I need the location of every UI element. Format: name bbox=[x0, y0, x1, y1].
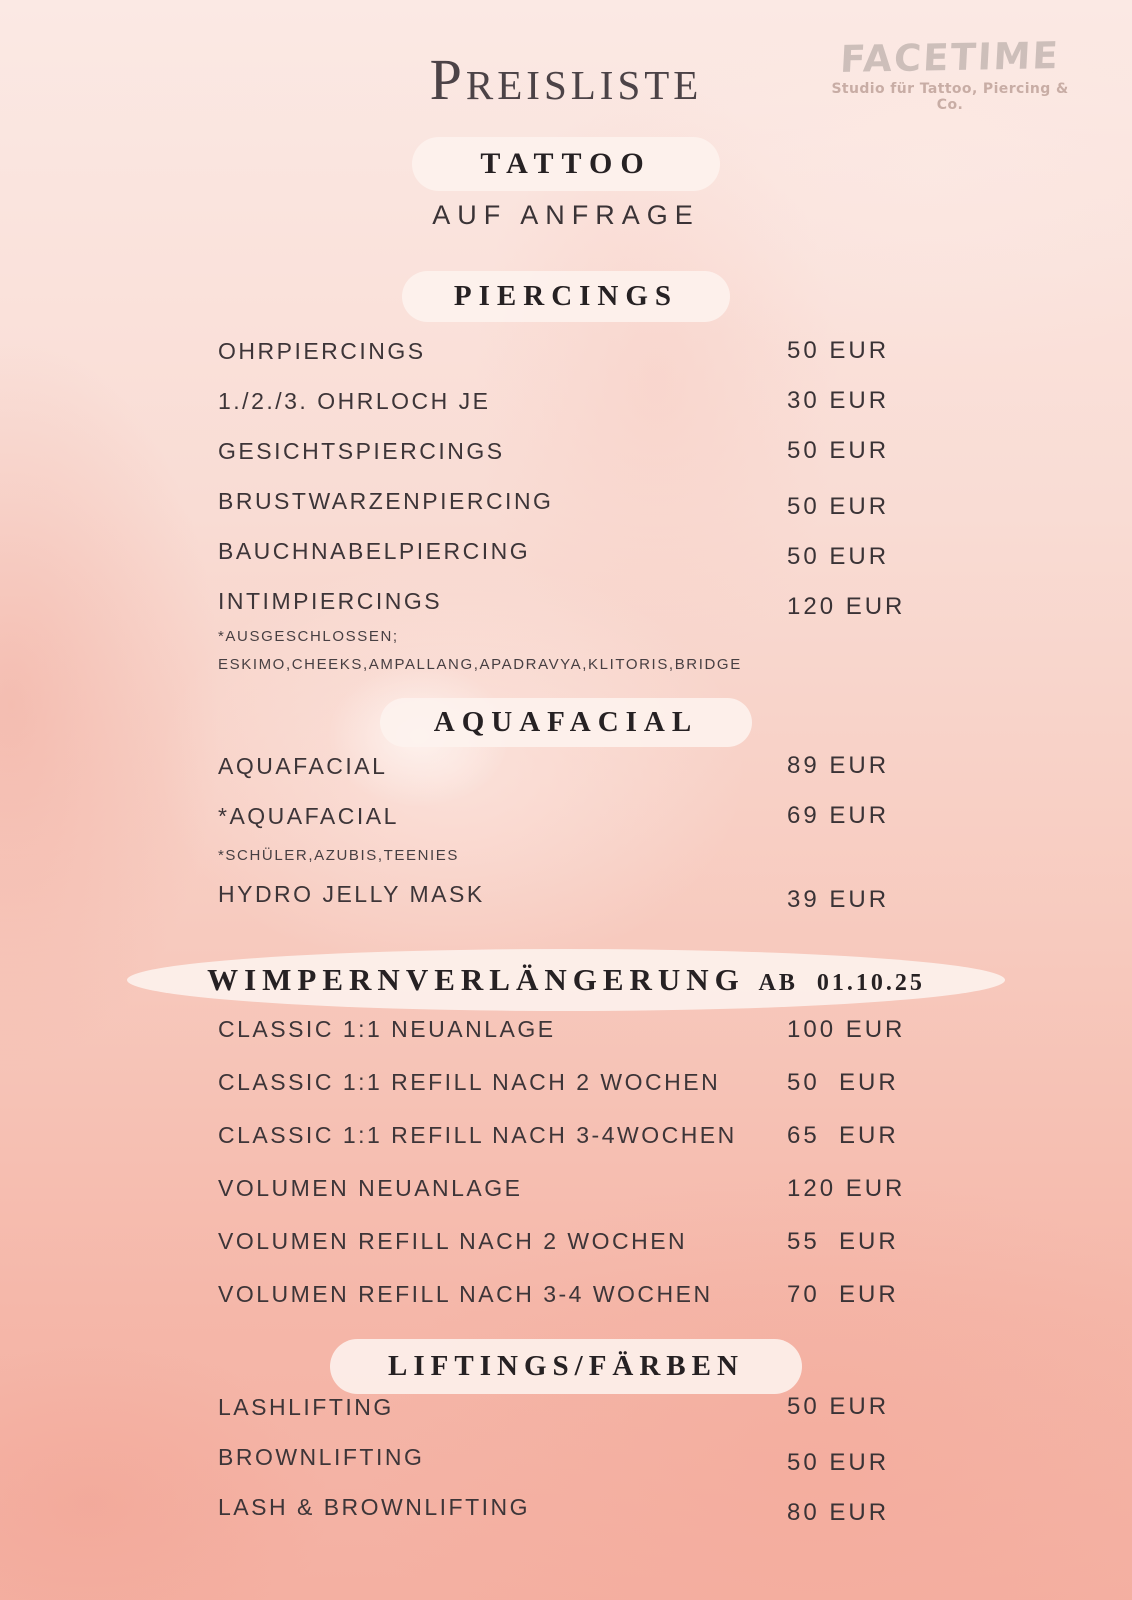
service-price: 69 EUR bbox=[787, 802, 890, 829]
section-header-tattoo: TATTOO bbox=[412, 137, 719, 191]
service-label: CLASSIC 1:1 REFILL NACH 2 WOCHEN bbox=[218, 1069, 721, 1095]
price-row bbox=[0, 326, 1132, 376]
section-header-liftings-faerben: LIFTINGS/FÄRBEN bbox=[330, 1339, 802, 1394]
price-row bbox=[0, 476, 1132, 526]
service-price: 30 EUR bbox=[787, 387, 890, 414]
service-price: 50 EUR bbox=[787, 493, 890, 520]
service-label: VOLUMEN REFILL NACH 2 WOCHEN bbox=[218, 1228, 688, 1254]
studio-logo-tagline: Studio für Tattoo, Piercing & Co. bbox=[831, 81, 1069, 113]
wimpern-header-valid-from-date: AB 01.10.25 bbox=[758, 970, 925, 996]
service-label: OHRPIERCINGS bbox=[218, 337, 426, 364]
service-price: 89 EUR bbox=[787, 752, 890, 779]
piercings-exclusion-list: ESKIMO,CHEEKS,AMPALLANG,APADRAVYA,KLITORIS,BRIDGE bbox=[218, 655, 742, 673]
service-price: 70 EUR bbox=[787, 1280, 899, 1308]
price-row bbox=[0, 1109, 1132, 1162]
studio-logo bbox=[820, 36, 1080, 113]
service-price: 50 EUR bbox=[787, 1449, 890, 1476]
service-label: GESICHTSPIERCINGS bbox=[218, 437, 505, 464]
liftings-price-list bbox=[0, 1382, 1132, 1532]
service-price: 120 EUR bbox=[787, 593, 906, 620]
aquafacial-price-list bbox=[0, 741, 1132, 919]
price-row bbox=[0, 426, 1132, 476]
section-header-wimpernverlaengerung bbox=[127, 949, 1005, 1011]
service-price: 50 EUR bbox=[787, 1068, 899, 1096]
price-row bbox=[0, 1056, 1132, 1109]
price-row bbox=[0, 1215, 1132, 1268]
service-price: 120 EUR bbox=[787, 1174, 906, 1202]
service-label: VOLUMEN NEUANLAGE bbox=[218, 1175, 523, 1201]
price-row bbox=[0, 1482, 1132, 1532]
price-row bbox=[0, 791, 1132, 841]
price-row bbox=[0, 1268, 1132, 1321]
tattoo-on-request-note: AUF ANFRAGE bbox=[432, 200, 700, 230]
price-row bbox=[0, 741, 1132, 791]
wimpern-header-text: WIMPERNVERLÄNGERUNG bbox=[207, 962, 745, 997]
service-label: LASH & BROWNLIFTING bbox=[218, 1493, 531, 1520]
service-price: 50 EUR bbox=[787, 437, 890, 464]
piercings-notes bbox=[0, 622, 1132, 678]
service-label: LASHLIFTING bbox=[218, 1393, 394, 1420]
service-price: 39 EUR bbox=[787, 886, 890, 913]
price-row bbox=[0, 1003, 1132, 1056]
piercings-price-list bbox=[0, 326, 1132, 626]
service-label: CLASSIC 1:1 NEUANLAGE bbox=[218, 1016, 556, 1042]
service-price: 65 EUR bbox=[787, 1121, 899, 1149]
service-price: 55 EUR bbox=[787, 1227, 899, 1255]
service-label: HYDRO JELLY MASK bbox=[218, 880, 485, 907]
price-row bbox=[0, 869, 1132, 919]
section-header-aquafacial: AQUAFACIAL bbox=[380, 698, 752, 747]
service-label: BROWNLIFTING bbox=[218, 1443, 425, 1470]
price-row bbox=[0, 526, 1132, 576]
service-price: 80 EUR bbox=[787, 1499, 890, 1526]
service-label: BAUCHNABELPIERCING bbox=[218, 537, 531, 564]
price-row bbox=[0, 376, 1132, 426]
service-price: 50 EUR bbox=[787, 543, 890, 570]
price-row bbox=[0, 576, 1132, 626]
service-label: BRUSTWARZENPIERCING bbox=[218, 487, 554, 514]
page-title: Preisliste bbox=[429, 47, 703, 112]
service-label: AQUAFACIAL bbox=[218, 752, 388, 779]
aquafacial-discount-note: *SCHÜLER,AZUBIS,TEENIES bbox=[218, 846, 460, 864]
service-label: 1./2./3. OHRLOCH JE bbox=[218, 387, 491, 414]
service-label: VOLUMEN REFILL NACH 3-4 WOCHEN bbox=[218, 1281, 713, 1307]
service-price: 50 EUR bbox=[787, 1393, 890, 1420]
service-price: 100 EUR bbox=[787, 1015, 906, 1043]
price-row bbox=[0, 1432, 1132, 1482]
section-header-piercings: PIERCINGS bbox=[402, 271, 730, 322]
service-label: INTIMPIERCINGS bbox=[218, 587, 443, 614]
service-label: *AQUAFACIAL bbox=[218, 802, 399, 829]
service-label: CLASSIC 1:1 REFILL NACH 3-4WOCHEN bbox=[218, 1122, 737, 1148]
service-price: 50 EUR bbox=[787, 337, 890, 364]
studio-logo-name: FACETIME bbox=[839, 34, 1061, 81]
piercings-exclusion-note: *AUSGESCHLOSSEN; bbox=[218, 627, 399, 645]
price-row bbox=[0, 1382, 1132, 1432]
price-row bbox=[0, 1162, 1132, 1215]
wimpern-price-list bbox=[0, 1003, 1132, 1321]
